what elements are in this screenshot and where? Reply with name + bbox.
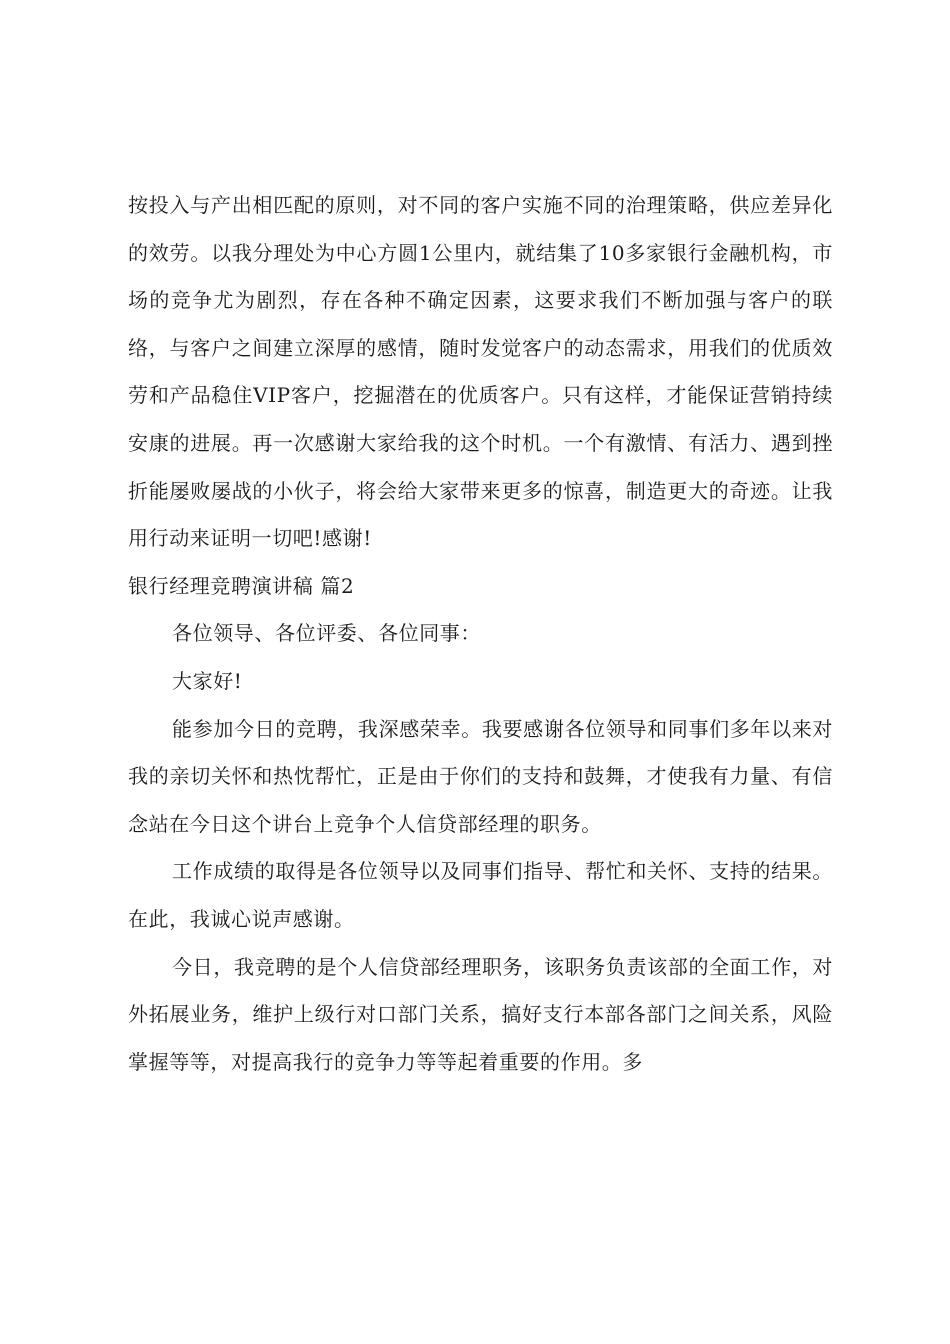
greeting: 大家好! <box>172 668 243 693</box>
document-body <box>128 182 833 1086</box>
section-heading: 银行经理竞聘演讲稿 篇2 <box>128 573 355 598</box>
salutation: 各位领导、各位评委、各位同事： <box>172 621 481 646</box>
paragraph-2: 工作成绩的取得是各位领导以及同事们指导、帮忙和关怀、支持的结果。在此，我诚心说声感谢。 <box>128 859 833 931</box>
paragraph-1: 能参加今日的竞聘，我深感荣幸。我要感谢各位领导和同事们多年以来对我的亲切关怀和热忱帮忙，正是由于你们的支持和鼓舞，才使我有力量、有信念站在今日这个讲台上竞争个人信贷部经理的职务。 <box>128 716 833 836</box>
paragraph-3: 今日，我竞聘的是个人信贷部经理职务，该职务负责该部的全面工作，对外拓展业务，维护上级行对口部门关系，搞好支行本部各部门之间关系，风险掌握等等，对提高我行的竞争力等等起着重要的作用。多 <box>128 954 833 1074</box>
continuation-paragraph: 按投入与产出相匹配的原则，对不同的客户实施不同的治理策略，供应差异化的效劳。以我分理处为中心方圆1公里内，就结集了10多家银行金融机构，市场的竞争尤为剧烈，存在各种不确定因素，这要求我们不断加强与客户的联络，与客户之间建立深厚的感情，随时发觉客户的动态需求，用我们的优质效劳和产品稳住VIP客户，挖掘潜在的优质客户。只有这样，才能保证营销持续安康的进展。再一次感谢大家给我的这个时机。一个有激情、有活力、遇到挫折能屡败屡战的小伙子，将会给大家带来更多的惊喜，制造更大的奇迹。让我用行动来证明一切吧!感谢! <box>128 193 833 551</box>
